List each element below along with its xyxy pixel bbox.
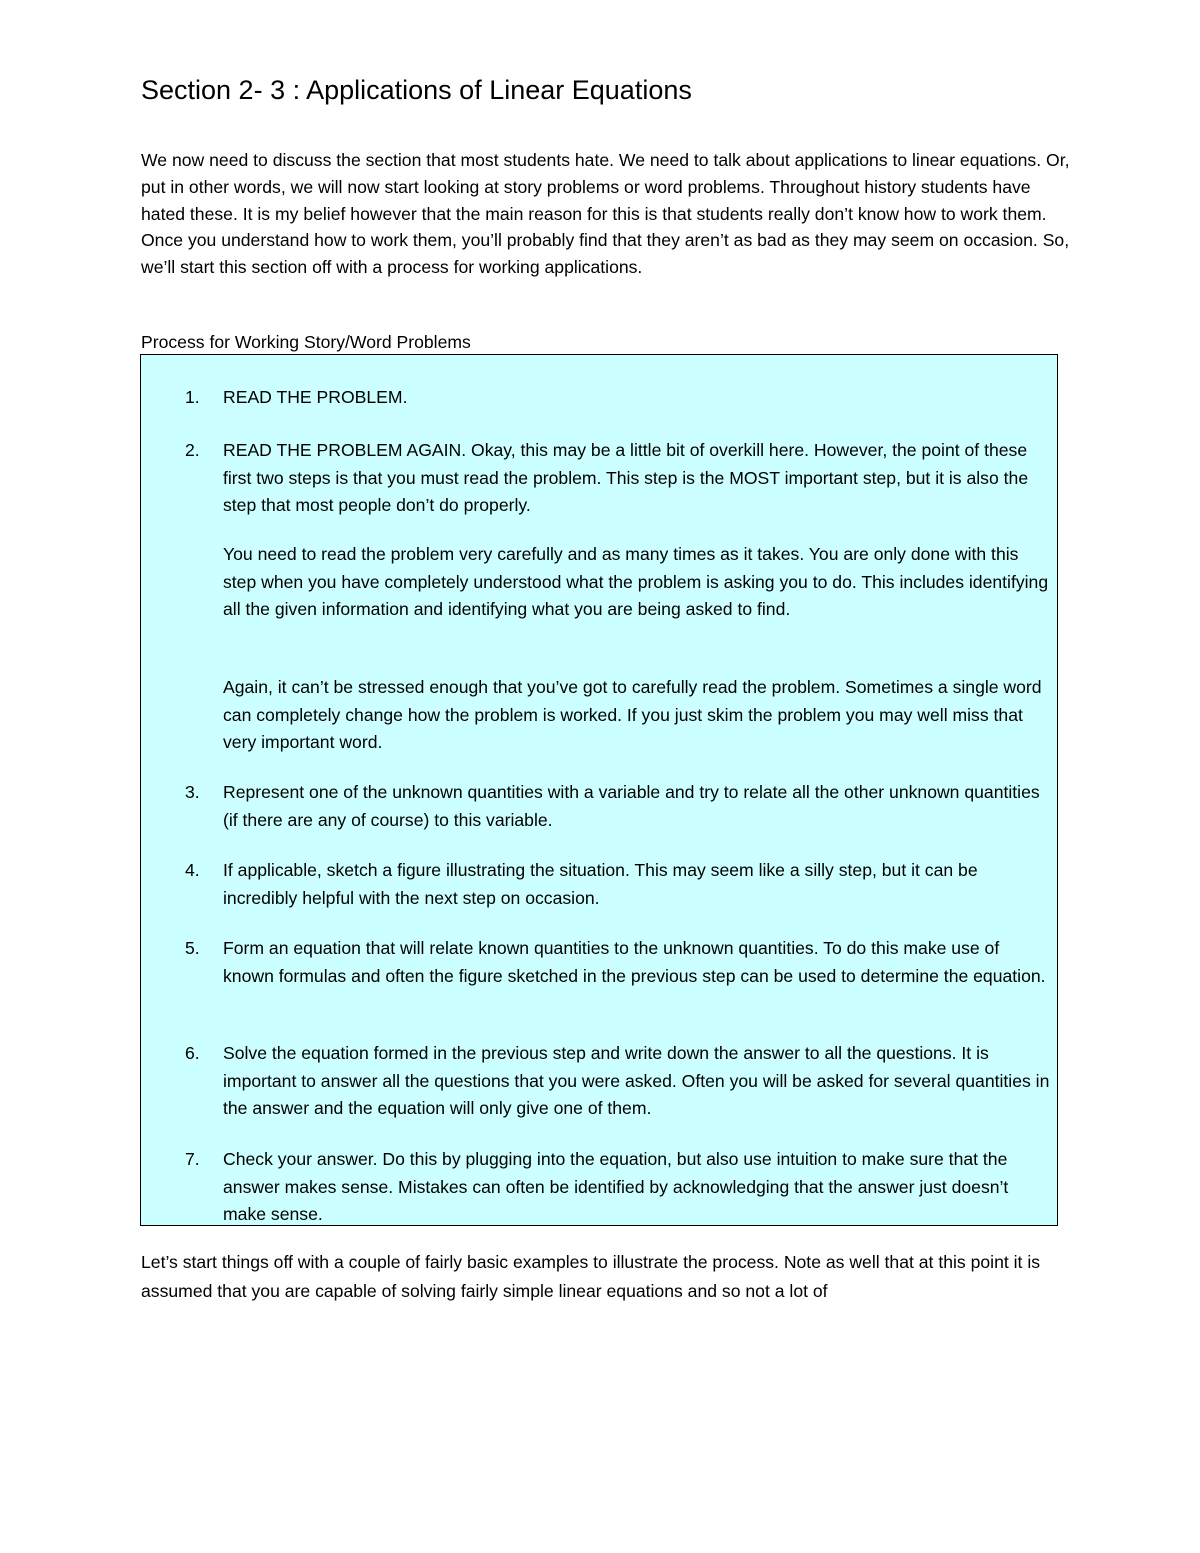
- step-number: 7.: [185, 1149, 200, 1169]
- step-text: Represent one of the unknown quantities with a variable and try to relate all the other unknown quantities (if there are any of course) to this variable.: [223, 782, 1040, 830]
- step-text: READ THE PROBLEM.: [223, 387, 408, 407]
- step-number: 5.: [185, 938, 200, 958]
- step-number: 1.: [185, 387, 200, 407]
- step-text: Check your answer. Do this by plugging into the equation, but also use intuition to make sure that the answer makes sense. Mistakes can often be identified by acknowledging that the answer just doesn’t make sense.: [223, 1149, 1009, 1224]
- step-text: If applicable, sketch a figure illustrating the situation. This may seem like a silly step, but it can be incredibly helpful with the next step on occasion.: [223, 860, 978, 908]
- step-number: 2.: [185, 440, 200, 460]
- step-text: Form an equation that will relate known quantities to the unknown quantities. To do this make use of known formulas and often the figure sketched in the previous step can be used to determine the equation.: [223, 938, 1046, 986]
- step-number: 6.: [185, 1043, 200, 1063]
- step-text: Solve the equation formed in the previous step and write down the answer to all the questions. It is important to answer all the questions that you were asked. Often you will be asked for several quantities in the answer and the equation will only give one of them.: [223, 1043, 1050, 1118]
- section-title: Section 2- 3 : Applications of Linear Equations: [141, 75, 692, 105]
- step-number: 3.: [185, 782, 200, 802]
- step-text: READ THE PROBLEM AGAIN. Okay, this may be a little bit of overkill here. However, the point of these first two steps is that you must read the problem. This step is the MOST important step, but it is also the step that most people don’t do properly.: [223, 440, 1029, 515]
- intro-paragraph: We now need to discuss the section that most students hate. We need to talk about applications to linear equations. Or, put in other words, we will now start looking at story problems or word problems. Throughout history students have hated these. It is my belief however that the main reason for this is that students really don’t know how to work them. Once you understand how to work them, you’ll probably find that they aren’t as bad as they may seem on occasion. So, we’ll start this section off with a process for working applications.: [141, 150, 1070, 278]
- closing-paragraph: Let’s start things off with a couple of fairly basic examples to illustrate the process. Note as well that at this point it is assumed that you are capable of solving fairly simple linear equations and so not a lot of: [141, 1252, 1041, 1301]
- process-heading: Process for Working Story/Word Problems: [141, 332, 471, 352]
- step-number: 4.: [185, 860, 200, 880]
- step-text: Again, it can’t be stressed enough that you’ve got to carefully read the problem. Sometimes a single word can completely change how the problem is worked. If you just skim the problem you may well miss that very important word.: [223, 677, 1042, 752]
- process-steps-box: [140, 354, 1058, 1226]
- step-text: You need to read the problem very carefully and as many times as it takes. You are only done with this step when you have completely understood what the problem is asking you to do. This includes identifying all the given information and identifying what you are being asked to find.: [223, 544, 1049, 619]
